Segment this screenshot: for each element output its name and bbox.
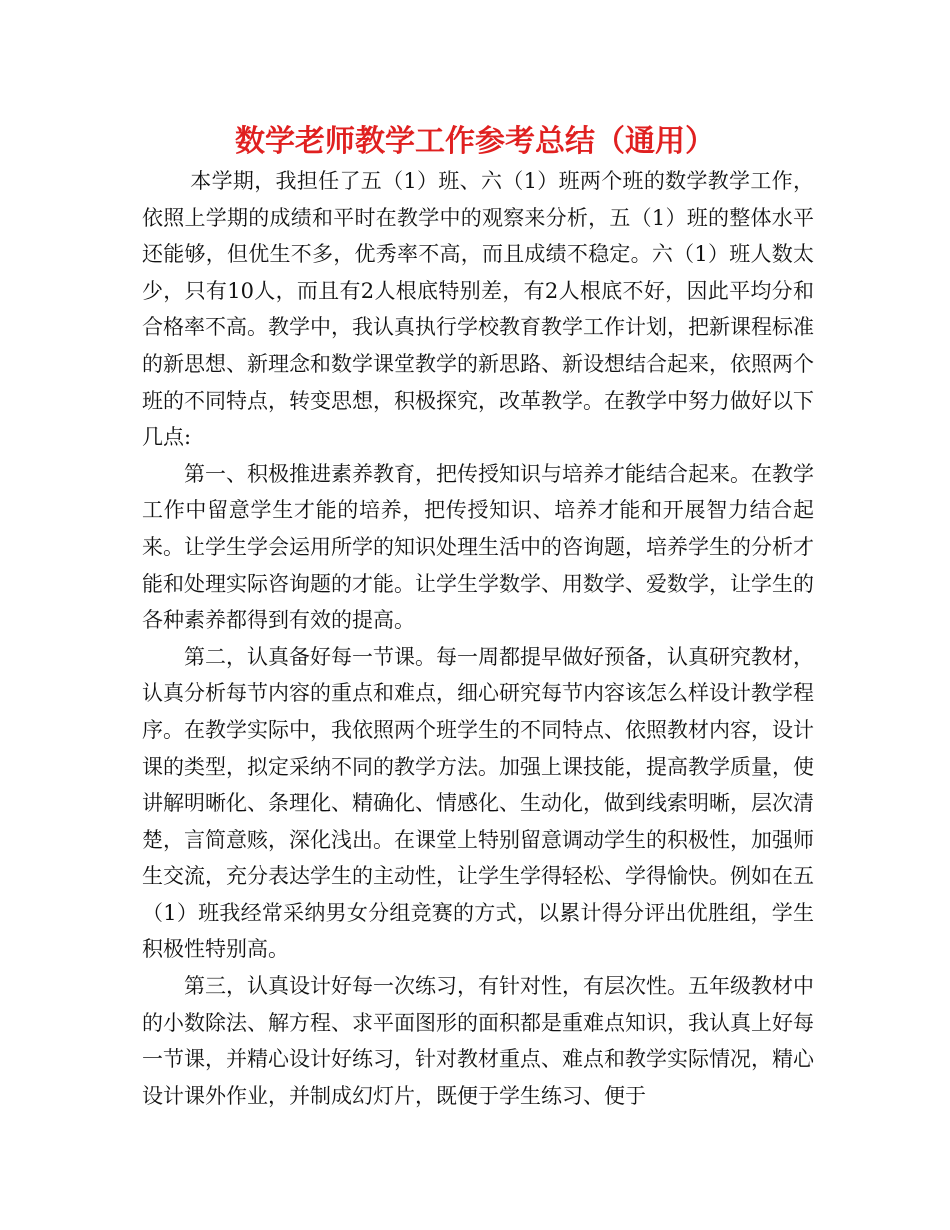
- document-body: [142, 163, 814, 1114]
- paragraph-point-three: 第三，认真设计好每一次练习，有针对性，有层次性。五年级教材中的小数除法、解方程、求平面图形的面积都是重难点知识，我认真上好每一节课，并精心设计好练习，针对教材重点、难点和教学实际情况，精心设计课外作业，并制成幻灯片，既便于学生练习、便于: [142, 974, 814, 1108]
- paragraph-point-two: 第二，认真备好每一节课。每一周都提早做好预备，认真研究教材，认真分析每节内容的重点和难点，细心研究每节内容该怎么样设计教学程序。在教学实际中，我依照两个班学生的不同特点、依照教材内容，设计课的类型，拟定采纳不同的教学方法。加强上课技能，提高教学质量，使讲解明晰化、条理化、精确化、情感化、生动化，做到线索明晰，层次清楚，言简意赅，深化浅出。在课堂上特别留意调动学生的积极性，加强师生交流，充分表达学生的主动性，让学生学得轻松、学得愉快。例如在五（1）班我经常采纳男女分组竞赛的方式，以累计得分评出优胜组，学生积极性特别高。: [142, 644, 814, 962]
- paragraph-intro: 本学期，我担任了五（1）班、六（1）班两个班的数学教学工作，依照上学期的成绩和平时在教学中的观察来分析，五（1）班的整体水平还能够，但优生不多，优秀率不高，而且成绩不稳定。六（1）班人数太少，只有10人，而且有2人根底特别差，有2人根底不好，因此平均分和合格率不高。教学中，我认真执行学校教育教学工作计划，把新课程标准的新思想、新理念和数学课堂教学的新思路、新设想结合起来，依照两个班的不同特点，转变思想，积极探究，改革教学。在教学中努力做好以下几点:: [142, 169, 814, 450]
- document-title: 数学老师教学工作参考总结（通用）: [235, 124, 715, 159]
- paragraph-point-one: 第一、积极推进素养教育，把传授知识与培养才能结合起来。在教学工作中留意学生才能的培养，把传授知识、培养才能和开展智力结合起来。让学生学会运用所学的知识处理生活中的咨询题，培养学生的分析才能和处理实际咨询题的才能。让学生学数学、用数学、爱数学，让学生的各种素养都得到有效的提高。: [142, 461, 814, 633]
